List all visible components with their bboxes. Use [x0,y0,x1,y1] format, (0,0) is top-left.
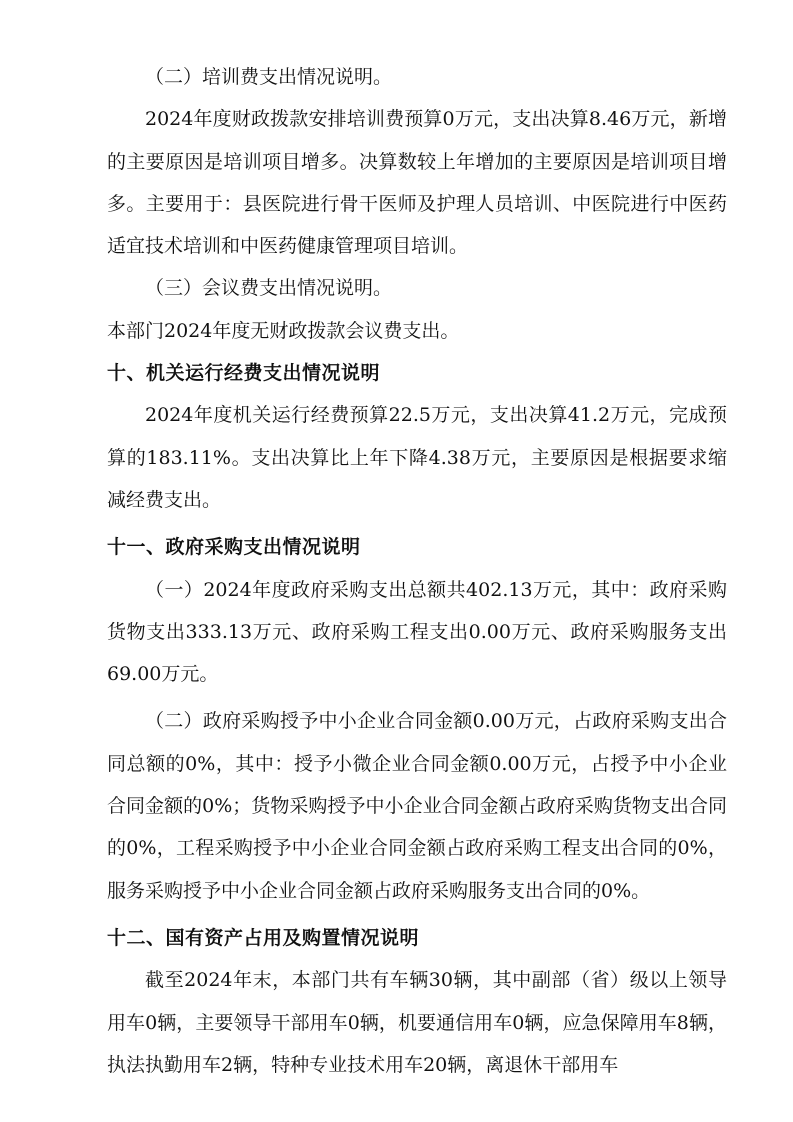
subsection-training-title: （二）培训费支出情况说明。 [145,66,393,88]
vehicle-assets-paragraph: 截至2024年末，本部门共有车辆30辆，其中副部（省）级以上领导用车0辆，主要领导干部用车0辆，机要通信用车0辆，应急保障用车8辆，执法执勤用车2辆，特种专业技术用车20辆，离退休干部用车 [107,969,727,1076]
meeting-expense-paragraph: 本部门2024年度无财政拨款会议费支出。 [107,319,460,342]
subsection-meeting-title: （三）会议费支出情况说明。 [145,277,393,300]
document-page [107,56,727,1086]
operating-expense-paragraph: 2024年度机关运行经费预算22.5万元，支出决算41.2万元，完成预算的183.11%。支出决算比上年下降4.38万元，主要原因是根据要求缩减经费支出。 [107,404,727,511]
section-heading-12: 十二、国有资产占用及购置情况说明 [107,926,420,949]
procurement-total-paragraph: （一）2024年度政府采购支出总额共402.13万元，其中：政府采购货物支出333.13万元、政府采购工程支出0.00万元、政府采购服务支出69.00万元。 [107,578,727,686]
procurement-sme-paragraph: （二）政府采购授予中小企业合同金额0.00万元，占政府采购支出合同总额的0%，其中：授予小微企业合同金额0.00万元，占授予中小企业合同金额的0%；货物采购授予中小企业合同金额占政府采购货物支出合同的0%，工程采购授予中小企业合同金额占政府采购工程支出合同的0%，服务采购授予中小企业合同金额占政府采购服务支出合同的0%。 [107,710,727,902]
section-heading-11: 十一、政府采购支出情况说明 [107,536,361,559]
training-expense-paragraph: 2024年度财政拨款安排培训费预算0万元，支出决算8.46万元，新增的主要原因是培训项目增多。决算数较上年增加的主要原因是培训项目增多。主要用于：县医院进行骨干医师及护理人员培训、中医院进行中医药适宜技术培训和中医药健康管理项目培训。 [107,108,727,258]
section-heading-10: 十、机关运行经费支出情况说明 [107,362,381,385]
